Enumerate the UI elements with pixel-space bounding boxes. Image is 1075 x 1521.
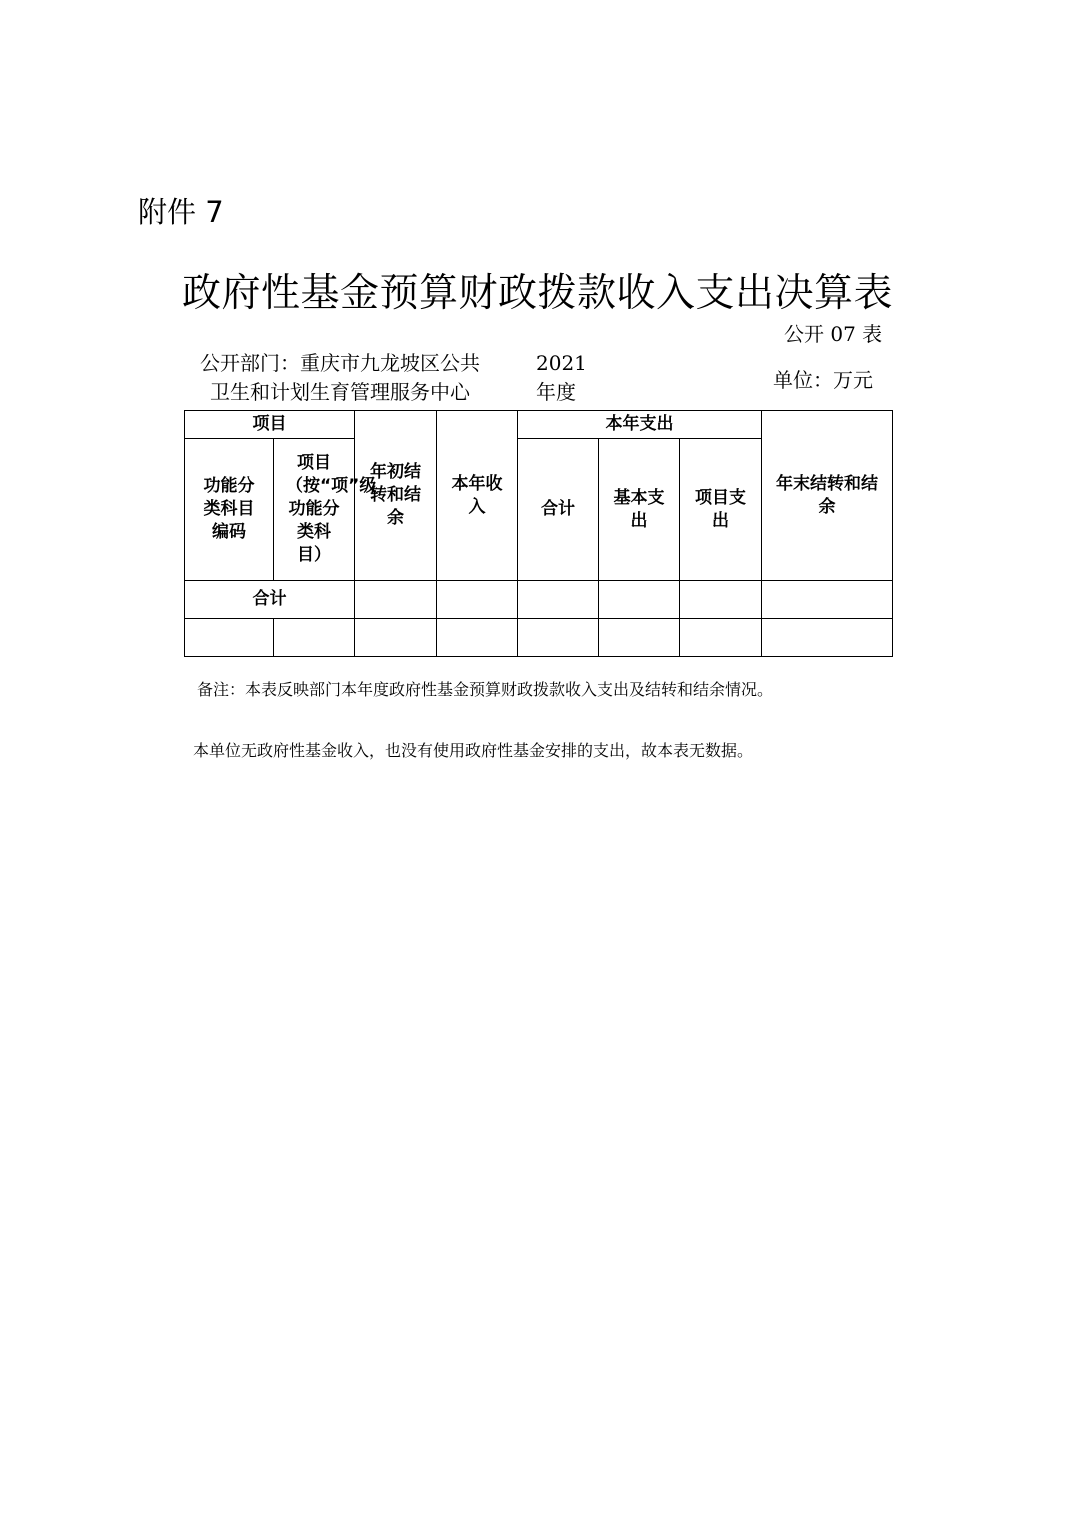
- header-basic-expense-label: 基本支出: [613, 487, 665, 531]
- table-cell: [599, 619, 680, 657]
- header-project-expense: [680, 439, 762, 581]
- table-cell: [762, 581, 893, 619]
- header-income: [437, 411, 518, 581]
- table-cell: [680, 581, 762, 619]
- header-basic-expense: [599, 439, 680, 581]
- unit-label: 单位：万元: [773, 368, 873, 392]
- empty-data-row: [185, 619, 893, 657]
- remark-note: 备注：本表反映部门本年度政府性基金预算财政拨款收入支出及结转和结余情况。: [197, 680, 774, 699]
- department-line-2: 卫生和计划生育管理服务中心: [210, 380, 470, 404]
- header-func-code: [185, 439, 274, 581]
- header-project-item-label: 项目（按“项”级功能分类科目）: [286, 453, 377, 565]
- total-row-label: 合计: [185, 581, 355, 619]
- header-project-expense-label: 项目支出: [695, 487, 746, 531]
- header-project-item: [274, 439, 377, 581]
- header-closing-balance: [762, 411, 893, 581]
- attachment-label: 附件 7: [138, 195, 224, 229]
- fiscal-year-number: 2021: [536, 351, 587, 375]
- header-project: 项目: [185, 411, 355, 439]
- page-title: 政府性基金预算财政拨款收入支出决算表: [181, 271, 893, 316]
- table-cell: [518, 619, 599, 657]
- department-line-1: 公开部门：重庆市九龙坡区公共: [200, 351, 480, 375]
- table-cell: [762, 619, 893, 657]
- table-cell: [274, 619, 355, 657]
- table-cell: [437, 619, 518, 657]
- header-expense-group: 本年支出: [518, 411, 762, 439]
- total-row: [185, 581, 893, 619]
- header-income-label: 本年收入: [451, 473, 503, 517]
- table-cell: [599, 581, 680, 619]
- table-cell: [680, 619, 762, 657]
- header-row-1: [185, 411, 893, 439]
- table-cell: [355, 581, 437, 619]
- budget-table: [184, 410, 893, 657]
- table-cell: [355, 619, 437, 657]
- header-func-code-label: 功能分类科目编码: [203, 476, 255, 542]
- fiscal-year-suffix: 年度: [536, 380, 576, 404]
- table-code: 公开 07 表: [784, 322, 883, 346]
- table-cell: [518, 581, 599, 619]
- table-cell: [437, 581, 518, 619]
- table-cell: [185, 619, 274, 657]
- no-data-statement: 本单位无政府性基金收入，也没有使用政府性基金安排的支出，故本表无数据。: [193, 741, 754, 760]
- department-info: [200, 349, 515, 407]
- header-opening-balance-label: 年初结转和结余: [370, 462, 421, 528]
- header-closing-balance-label: 年末结转和结余: [776, 473, 879, 517]
- header-expense-total: 合计: [518, 439, 599, 581]
- fiscal-year: [536, 349, 587, 407]
